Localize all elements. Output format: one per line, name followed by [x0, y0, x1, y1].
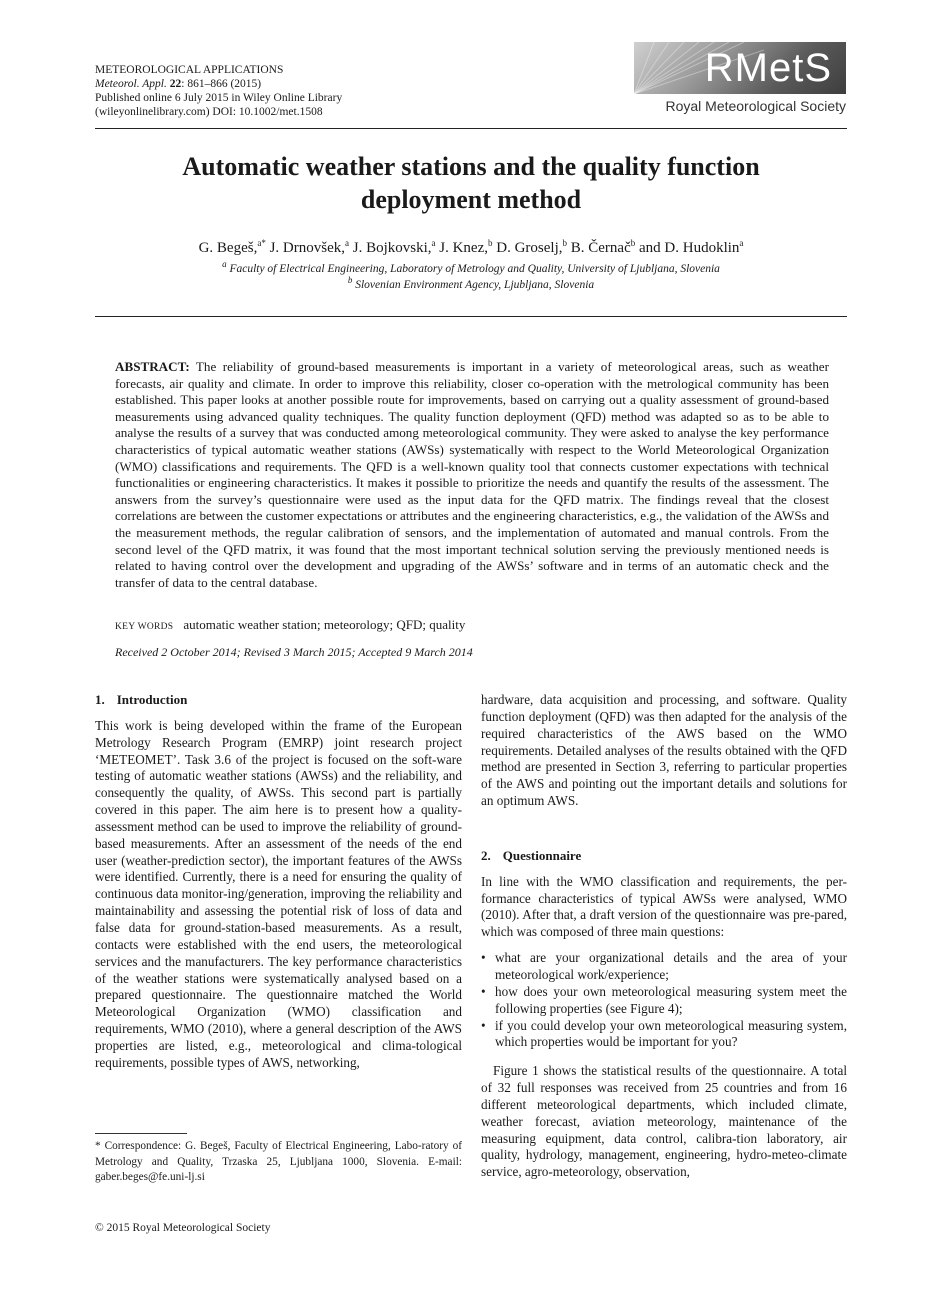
doi-line: (wileyonlinelibrary.com) DOI: 10.1002/met.1508	[95, 106, 323, 118]
section-2-intro: In line with the WMO classification and requirements, the per-formance characteristics of typical AWSs were analysed, WMO (2010). After that, a draft version of the questionnaire was pre-pared, which was composed of three main questions:	[481, 873, 847, 940]
section-1-continuation: hardware, data acquisition and processing, and software. Quality function deployment (QFD) was then adapted for the analysis of the required characteristics of the AWS based on the WMO requirements. Detailed analyses of the results obtained with the QFD method are presented in Section 3, referring to particular properties of the AWS and pointing out the important details and solutions for an optimum AWS.	[481, 692, 847, 809]
footnote-rule	[95, 1133, 187, 1134]
paper-title: Automatic weather stations and the quality function deployment method	[182, 152, 760, 214]
correspondence-footnote: * Correspondence: G. Begeš, Faculty of Electrical Engineering, Labo-ratory of Metrology and Quality, Trzaska 25, Ljubljana 1000, Slovenia. E-mail: gaber.beges@fe.uni-lj.si	[95, 1140, 462, 1183]
journal-name: METEOROLOGICAL APPLICATIONS	[95, 64, 284, 76]
received-dates: Received 2 October 2014; Revised 3 March 2015; Accepted 9 March 2014	[115, 645, 473, 659]
keywords-text: automatic weather station; meteorology; QFD; quality	[183, 617, 466, 632]
abstract-top-rule	[95, 316, 847, 317]
keywords-label: KEY WORDS	[115, 622, 174, 632]
author: J. Drnovšek,	[265, 240, 345, 256]
section-2-heading: 2. Questionnaire	[481, 847, 582, 863]
journal-header	[95, 63, 342, 119]
header-rule	[95, 128, 847, 129]
keywords	[115, 617, 465, 633]
affiliation-b: $^b$ Slovenian Environment Agency, Ljubljana, Slovenia	[347, 275, 595, 291]
author: J. Knez,	[435, 240, 489, 256]
publication-info: Published online 6 July 2015 in Wiley Online Library	[95, 92, 343, 104]
journal-citation: Meteorol. Appl. 22: 861–866 (2015)	[95, 78, 262, 90]
question-list	[481, 950, 847, 1051]
left-column	[95, 692, 462, 1072]
author: G. Begeš,	[198, 240, 258, 256]
section-2-paragraph: Figure 1 shows the statistical results of the questionnaire. A total of 32 full responses was received from 25 countries and from 16 different meteorological departments, which included climate, weather forecast, aviation meteorology, maintenance of the measuring equipment, data control, calibra-tion laboratory, air quality, hydrology, management, engineering, hydro-meteo-climate service, agro-meteorology, observation,	[481, 1063, 847, 1180]
list-item: • what are your organizational details and the area of your meteorological work/experience;	[481, 950, 847, 984]
logo-subtitle: Royal Meteorological Society	[665, 98, 846, 114]
author: J. Bojkovski,	[349, 240, 432, 256]
section-1-paragraph: This work is being developed within the frame of the European Metrology Research Program (EMRP) joint research project ‘METEOMET’. Task 3.6 of the project is focused on the soft-ware testing of automatic weather stations (AWSs) and the reliability, and consequently the quality, of AWSs. This second part is partially covered in this paper. The aim here is to present how a quality-assessment method can be used to improve the reliability of ground-based measurements. After an assessment of the needs of the end user (weather-prediction sector), the important features of the AWSs were identified. Currently, there is a need for ensuring the quality of continuous data monitor-ing/generation, improving the reliability and maintainability and assessing the potential risk of loss of data and false data for ground-station-based measurements. As a result, contacts were established with the end users, the meteorological services and the manufacturers. The key performance characteristics of the weather stations were systematically analysed based on a prepared questionnaire. The questionnaire matched the World Meteorological Organization (WMO) classification and requirements, WMO (2010), where a general description of the AWS properties are listed, e.g., meteorological and clima-tological requirements, possible types of AWS, networking,	[95, 717, 462, 1070]
section-1-heading: 1. Introduction	[95, 692, 188, 707]
author-list: G. Begeš,$^{a*}$ J. Drnovšek,$^a$ J. Bojkovski,$^a$ J. Knez,$^b$ D. Groselj,$^b$ B. Černač$^b$ and D. Hudoklin$^a$	[198, 238, 744, 256]
rmets-logo	[634, 42, 846, 122]
abstract-text: The reliability of ground-based measurements is important in a variety of meteorological areas, such as weather forecasts, air quality and climate. In order to improve this reliability, closer co-operation with the metrological community has been established. This paper looks at another possible route for improvements, based on carrying out a quality assessment of ground-based measurements using advanced quality techniques. The quality function deployment (QFD) method was adapted so as to be able to analyse the results of a survey that was conducted among meteorological community. They were asked to analyse the key performance characteristics of typical automatic weather stations (AWSs) systematically with respect to the World Meteorological Organization (WMO) classifications and requirements. The QFD is a well-known quality tool that connects customer expectations with technical functionalities or engineering characteristics. It makes it possible to prioritize the needs and quantify the results of the assessment. The answers from the survey’s questionnaire were used as the input data for the QFD matrix. The findings reveal that the closest correlations are between the customer expectations or attributes and the engineering characteristics, e.g., the validation of the AWSs and the measurement methods, the regular calibration of sensors, and the implementation of automated and manual controls. From the second level of the QFD matrix, it was found that the most important technical solution serving the previously mentioned needs is related to having control over the development and upgrading of the AWSs’ software and in terms of an automatic check and the transfer of data to the central database.	[115, 359, 829, 590]
list-item: • how does your own meteorological measuring system meet the following properties (see Figure 4);	[481, 984, 847, 1018]
author: D. Groselj,	[492, 240, 563, 256]
author: and D. Hudoklin	[635, 240, 740, 256]
copyright: © 2015 Royal Meteorological Society	[95, 1222, 271, 1234]
author: B. Černač	[567, 240, 631, 256]
list-item: • if you could develop your own meteorological measuring system, which properties would be important for you?	[481, 1018, 847, 1052]
abstract	[115, 359, 829, 591]
affiliation-a: $^a$ Faculty of Electrical Engineering, Laboratory of Metrology and Quality, University of Ljubljana, Slovenia	[222, 259, 720, 275]
right-column	[481, 692, 847, 1181]
logo-text: RMetS	[704, 46, 832, 90]
abstract-label: ABSTRACT:	[115, 359, 190, 374]
